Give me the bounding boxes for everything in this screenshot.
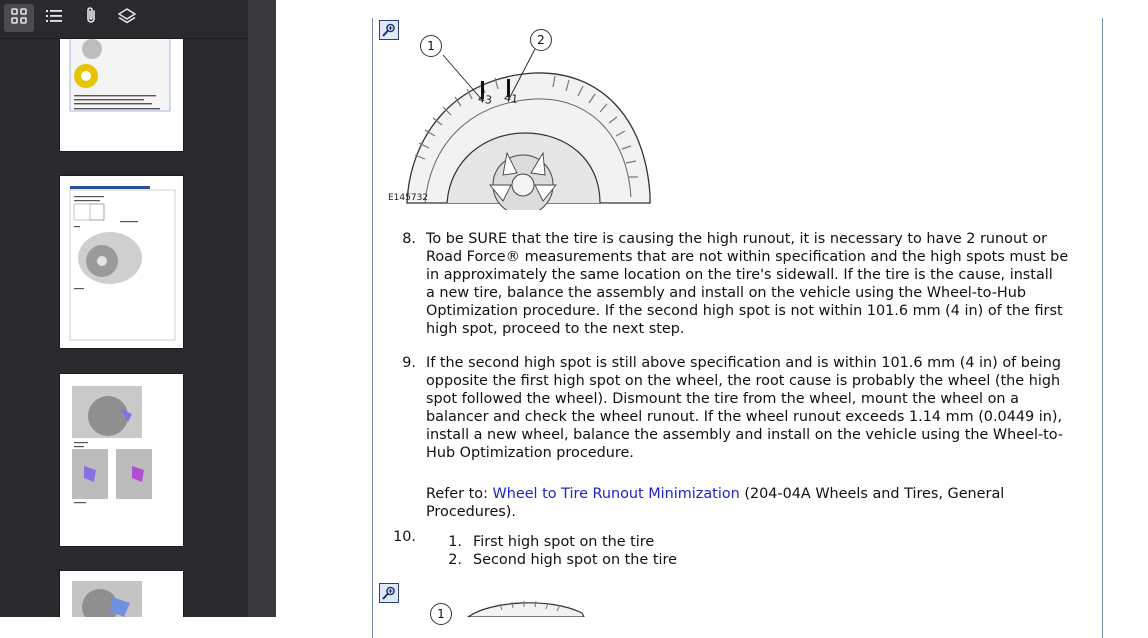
- grid-icon: [9, 6, 29, 30]
- tire-illustration-2: [460, 595, 600, 617]
- callout-2: 2: [530, 29, 552, 51]
- refer-prefix: Refer to:: [426, 486, 493, 502]
- sidebar-toolbar: [0, 0, 248, 39]
- refer-suffix-2: Procedures).: [426, 504, 516, 520]
- page-thumbnail[interactable]: [59, 373, 184, 547]
- layers-button[interactable]: [112, 4, 142, 32]
- refer-to: [426, 485, 1098, 503]
- attachments-button[interactable]: [76, 4, 106, 32]
- thumbnail-panel: [0, 0, 248, 617]
- sidebar-splitter[interactable]: [248, 0, 276, 617]
- refer-suffix: (204-04A Wheels and Tires, General: [739, 486, 1005, 502]
- figure-id: E145732: [388, 193, 429, 203]
- step-text: If the second high spot is still above specification and is within 101.6 mm (4 in) of being opposite the first high spot on the wheel, the root cause is probably the wheel (the high spot followed the wheel). Dismount the tire from the wheel, mount the wheel on a balancer and check the wheel runout. If the wheel runout exceeds 1.14 mm (0.0449 in), install a new wheel, balance the assembly and install on the vehicle using the Wheel-to- Hub Optimization procedure.: [426, 355, 1064, 461]
- callout-1: 1: [430, 603, 452, 625]
- layers-icon: [117, 6, 137, 30]
- outline-button[interactable]: [39, 4, 69, 32]
- page-thumbnail[interactable]: [59, 175, 184, 349]
- callout-1: 1: [420, 35, 442, 57]
- step-text: To be SURE that the tire is causing the high runout, it is necessary to have 2 runout or Road Force® measurements that are not within specification and the high spots must be in approximately the same location on the tire's sidewall. If the tire is the cause, install a new tire, balance the assembly and install on the vehicle using the Wheel-to-Hub Optimization procedure. If the second high spot is not within 101.6 mm (4 in) of the first high spot, proceed to the next step.: [426, 231, 1069, 337]
- zoom-image-button[interactable]: [379, 583, 399, 603]
- sidewall-mark-b: 41: [503, 91, 519, 106]
- sidebar: [0, 0, 276, 617]
- callout-number: 1.: [448, 534, 462, 550]
- list-icon: [44, 6, 64, 30]
- paperclip-icon: [81, 6, 101, 30]
- magnifier-icon: [380, 587, 398, 606]
- page-thumbnail[interactable]: [59, 570, 184, 617]
- step-number: 10.: [393, 529, 416, 545]
- step-number: 9.: [402, 355, 416, 371]
- callout-number: 2.: [448, 552, 462, 568]
- step-number: 8.: [402, 231, 416, 247]
- callout-text: First high spot on the tire: [473, 534, 655, 550]
- sidewall-mark-a: 43: [477, 92, 493, 107]
- thumbnails-button[interactable]: [4, 4, 34, 32]
- callout-text: Second high spot on the tire: [473, 552, 677, 568]
- wheel-to-tire-runout-link[interactable]: Wheel to Tire Runout Minimization: [492, 486, 740, 502]
